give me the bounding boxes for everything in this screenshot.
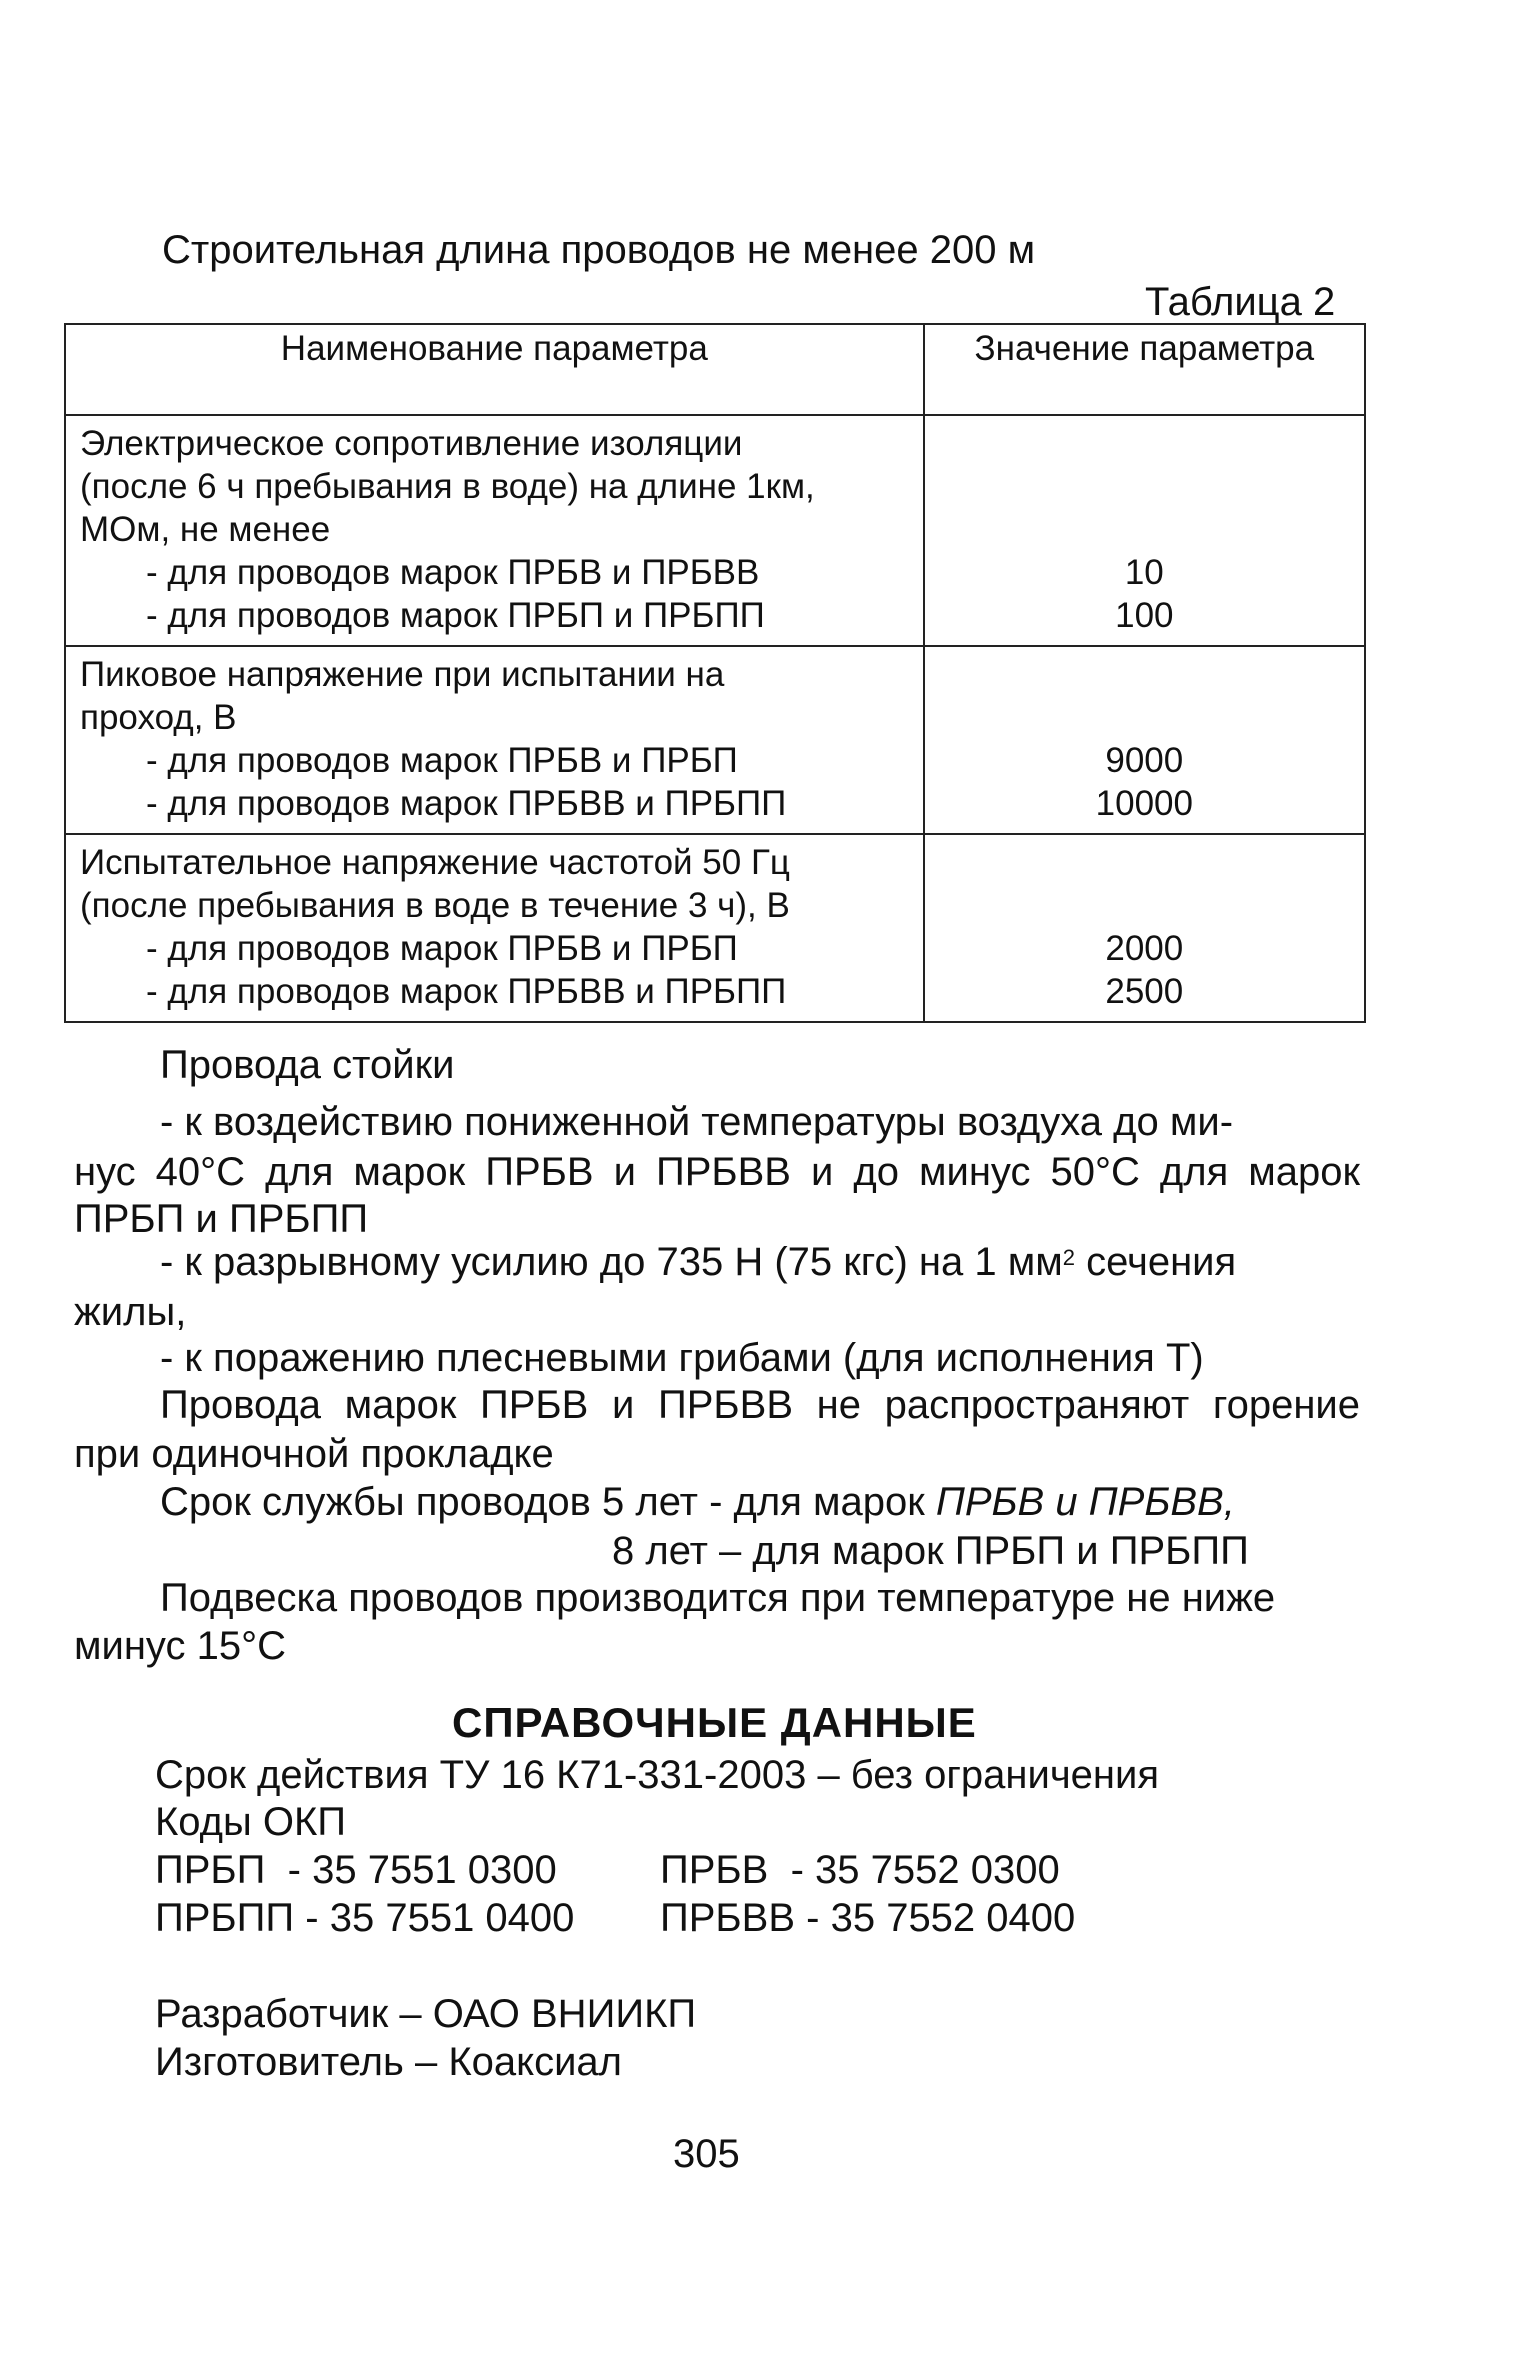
table-caption: Таблица 2: [1145, 280, 1336, 324]
row-text: МОм, не менее: [80, 510, 331, 549]
row-text: Электрическое сопротивление изоляции: [80, 424, 743, 463]
row-item: - для проводов марок ПРБП и ПРБПП: [146, 596, 765, 635]
table-row: [65, 834, 1365, 1022]
burning-line: при одиночной прокладке: [74, 1432, 554, 1476]
row-text: Испытательное напряжение частотой 50 Гц: [80, 843, 790, 882]
row-name-cell: [65, 834, 924, 1022]
code-entry: ПРБВ - 35 7552 0300: [660, 1848, 1060, 1892]
resistance-line: жилы,: [74, 1290, 187, 1334]
header-parameter-value: Значение параметра: [924, 324, 1365, 415]
parameters-table: [64, 323, 1366, 1023]
code-entry: ПРБВВ - 35 7552 0400: [660, 1896, 1076, 1940]
row-value: 10: [1124, 553, 1164, 592]
burning-line: Провода марок ПРБВ и ПРБВВ не распространяют горение: [160, 1383, 1360, 1427]
italic-text: ПРБВ и ПРБВВ,: [935, 1480, 1235, 1524]
suspension-line: Подвеска проводов производится при температуре не ниже: [160, 1576, 1276, 1620]
row-value-cell: [924, 834, 1365, 1022]
table-row: [65, 646, 1365, 834]
resistance-line: нус 40°С для марок ПРБВ и ПРБВВ и до минус 50°С для марок: [74, 1150, 1360, 1194]
resistance-line: - к поражению плесневыми грибами (для исполнения Т): [160, 1336, 1204, 1380]
row-value-cell: [924, 646, 1365, 834]
row-item: - для проводов марок ПРБВ и ПРБП: [146, 741, 738, 780]
row-item: - для проводов марок ПРБВ и ПРБВВ: [146, 553, 760, 592]
page-number: 305: [673, 2132, 740, 2176]
table-header-row: [65, 324, 1365, 415]
row-item: - для проводов марок ПРБВВ и ПРБПП: [146, 972, 787, 1011]
row-item: - для проводов марок ПРБВВ и ПРБПП: [146, 784, 787, 823]
codes-label: Коды ОКП: [155, 1800, 347, 1844]
code-entry: ПРБП - 35 7551 0300: [155, 1848, 557, 1892]
row-value: 100: [1115, 596, 1174, 635]
intro-text: Строительная длина проводов не менее 200 м: [162, 228, 1036, 272]
suspension-line: минус 15°С: [74, 1624, 286, 1668]
row-name-cell: [65, 646, 924, 834]
service-line: 8 лет – для марок ПРБП и ПРБПП: [612, 1529, 1249, 1573]
row-text: (после пребывания в воде в течение 3 ч), В: [80, 886, 790, 925]
row-text: (после 6 ч пребывания в воде) на длине 1км,: [80, 467, 815, 506]
code-entry: ПРБПП - 35 7551 0400: [155, 1896, 575, 1940]
resistance-line: ПРБП и ПРБПП: [74, 1197, 369, 1241]
row-name-cell: [65, 415, 924, 646]
manufacturer-text: Изготовитель – Коаксиал: [155, 2040, 622, 2084]
reference-heading: СПРАВОЧНЫЕ ДАННЫЕ: [452, 1699, 977, 1746]
row-value: 10000: [1095, 784, 1193, 823]
row-item: - для проводов марок ПРБВ и ПРБП: [146, 929, 738, 968]
validity-text: Срок действия ТУ 16 К71-331-2003 – без ограничения: [155, 1753, 1160, 1797]
resistance-heading: Провода стойки: [160, 1043, 455, 1087]
row-value: 9000: [1105, 741, 1184, 780]
superscript: 2: [1062, 1245, 1075, 1270]
service-line: Срок службы проводов 5 лет - для марок ПРБВ и ПРБВВ,: [160, 1480, 1235, 1524]
table-row: [65, 415, 1365, 646]
developer-text: Разработчик – ОАО ВНИИКП: [155, 1992, 697, 2036]
resistance-line: - к разрывному усилию до 735 Н (75 кгс) на 1 $мм^2$ сечения: [160, 1240, 1237, 1284]
row-text: Пиковое напряжение при испытании на: [80, 655, 725, 694]
row-text: проход, В: [80, 698, 237, 737]
row-value: 2000: [1105, 929, 1184, 968]
resistance-line: - к воздействию пониженной температуры воздуха до ми-: [160, 1100, 1234, 1144]
row-value: 2500: [1105, 972, 1184, 1011]
header-parameter-name: Наименование параметра: [65, 324, 924, 415]
row-value-cell: [924, 415, 1365, 646]
